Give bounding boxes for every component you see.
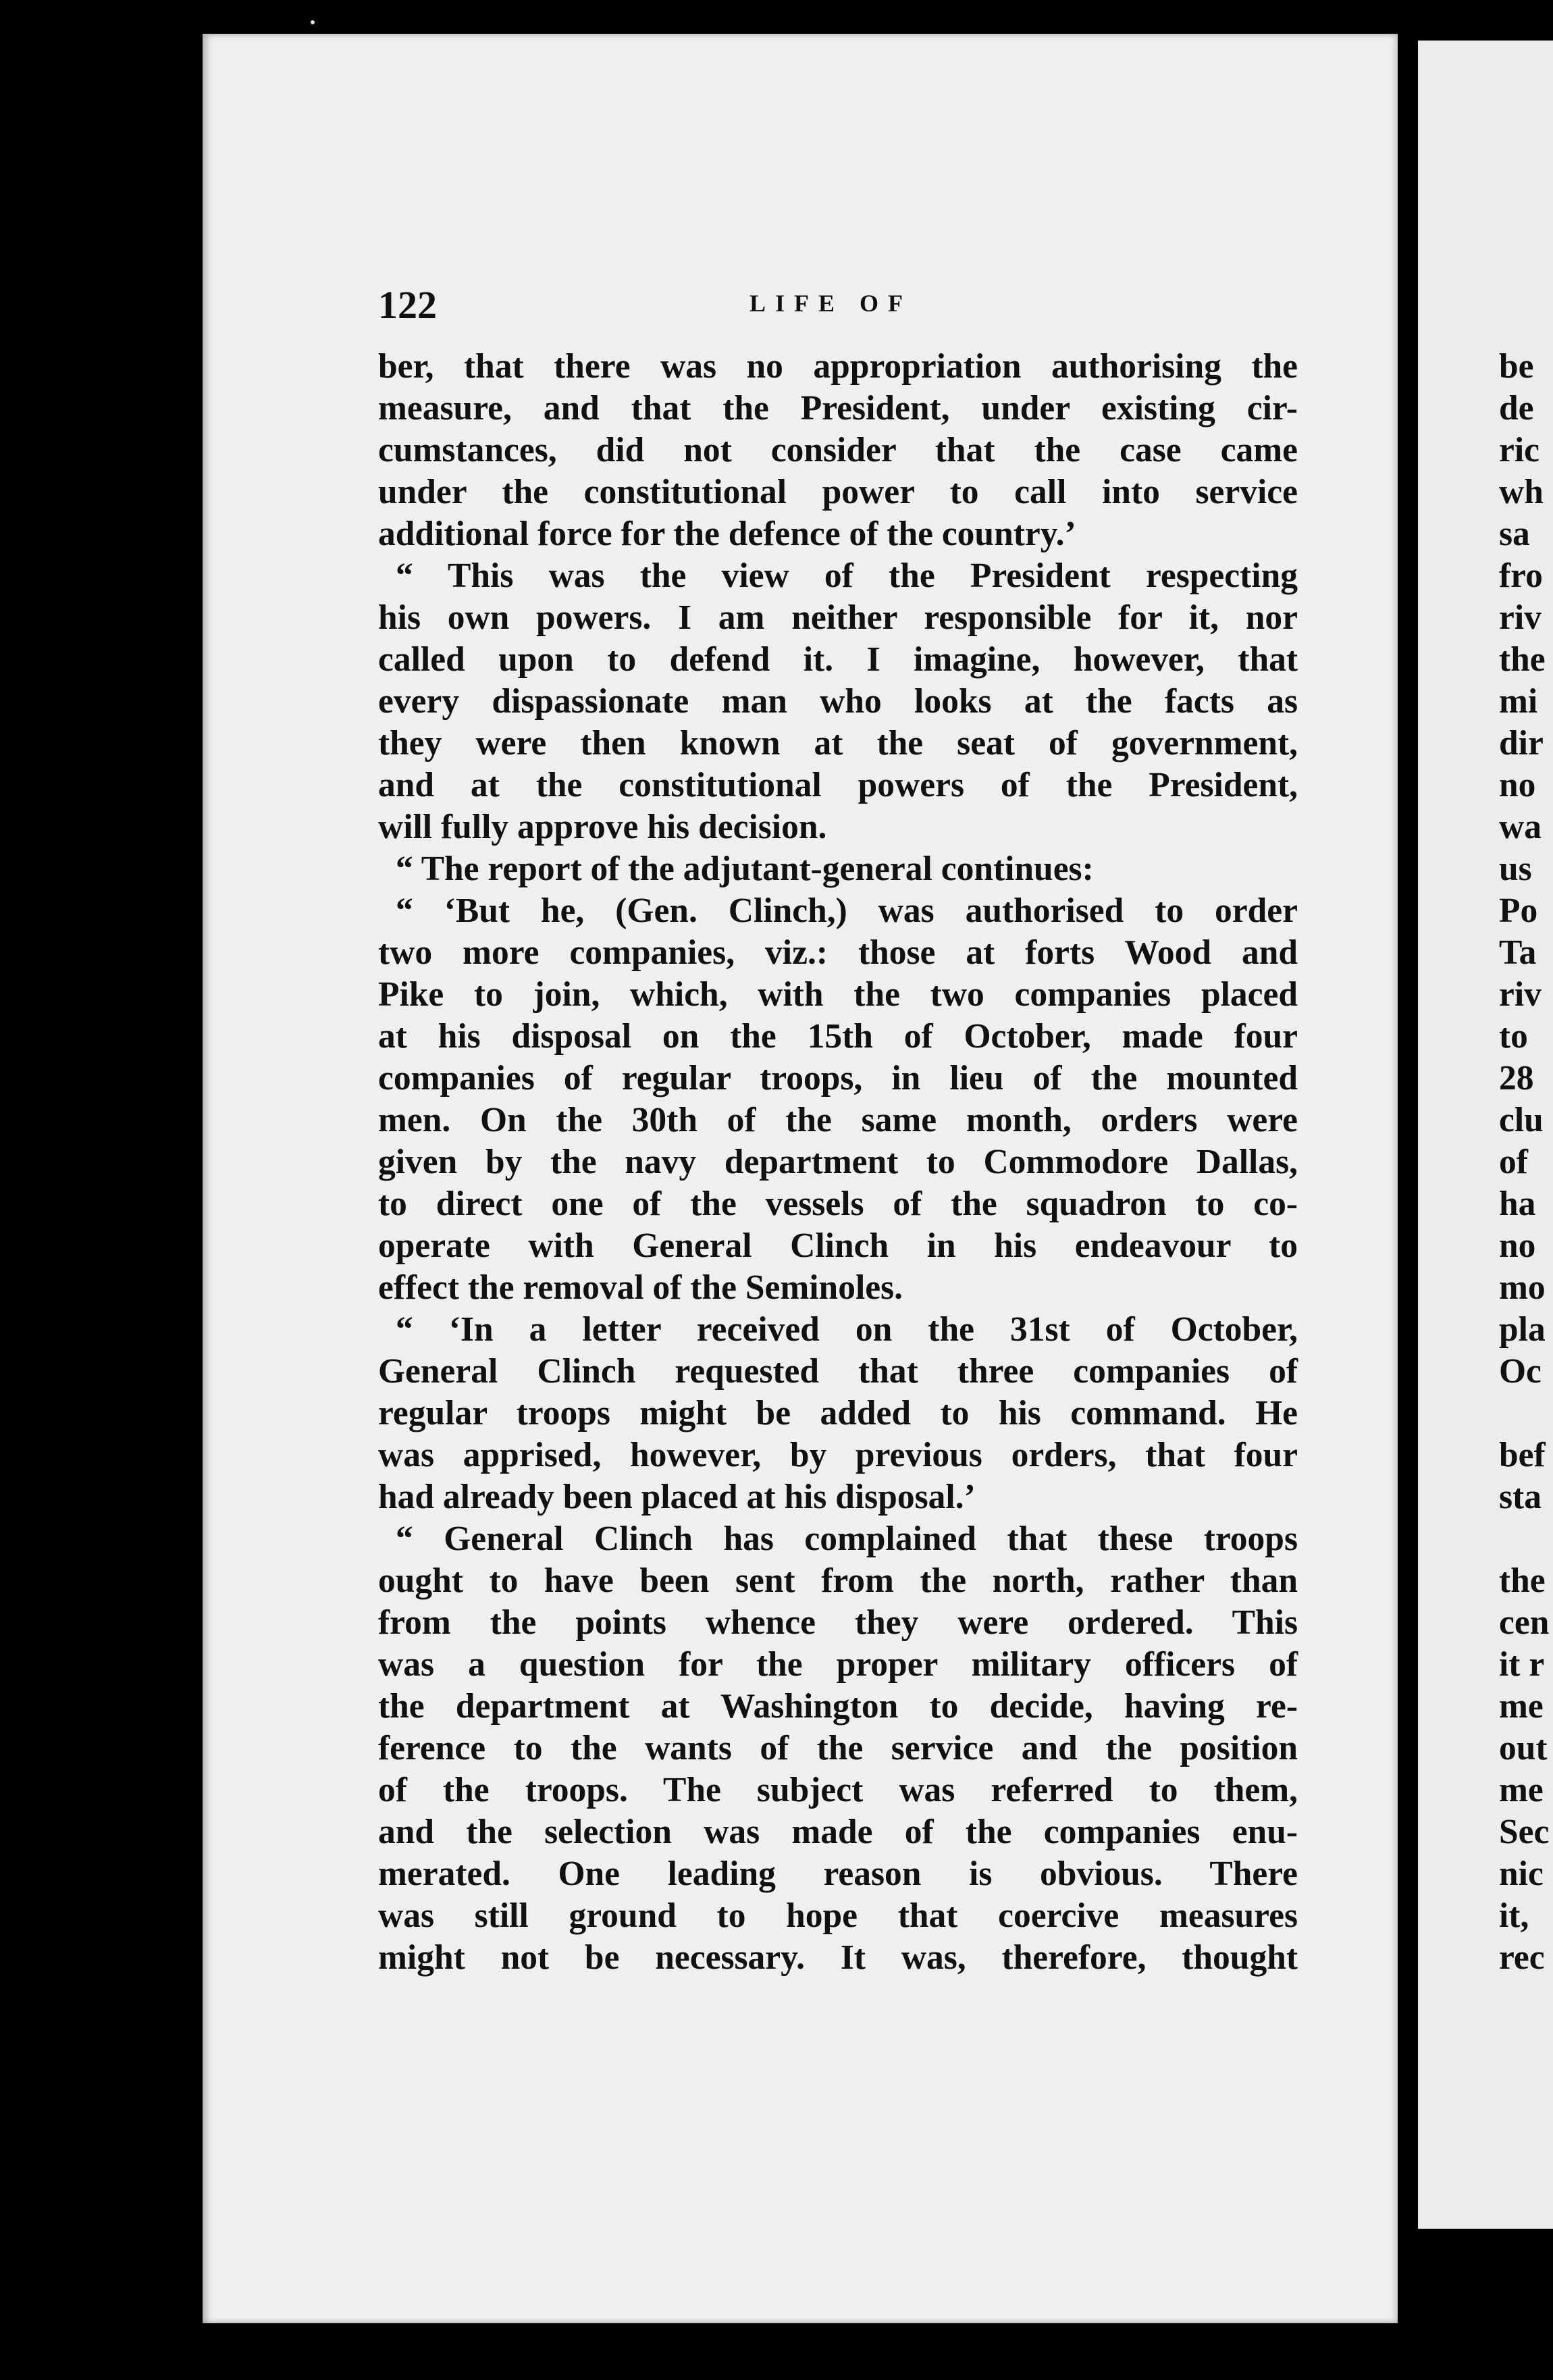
text-line: measure, and that the President, under existing cir- [378,389,1298,428]
fragment: no [1499,1226,1536,1265]
fragment: mo [1499,1268,1546,1307]
fragment: out [1499,1729,1548,1767]
fragment: pla [1499,1310,1546,1349]
text-line: and the selection was made of the companies enu- [378,1813,1298,1851]
text-line: Pike to join, which, with the two companies placed [378,975,1298,1014]
fragment: bef [1499,1436,1546,1474]
text-line: companies of regular troops, in lieu of the mounted [378,1059,1298,1097]
adjacent-page-text [1499,346,1553,1979]
text-line: men. On the 30th of the same month, orders were [378,1101,1298,1139]
fragment: Po [1499,891,1538,930]
fragment: the [1499,1561,1546,1600]
running-title: LIFE OF [749,290,913,317]
text-line: will fully approve his decision. [378,808,827,846]
fragment: Oc [1499,1352,1542,1391]
text-line: two more companies, viz.: those at forts Wood and [378,933,1298,972]
fragment: the [1499,640,1546,679]
fragment: sta [1499,1478,1542,1516]
text-line: ought to have been sent from the north, rather than [378,1561,1298,1600]
fragment: ha [1499,1185,1536,1223]
text-line: they were then known at the seat of government, [378,724,1298,762]
text-line: ference to the wants of the service and the position [378,1729,1298,1767]
fragment: of [1499,1143,1528,1181]
fragment: fro [1499,557,1543,595]
text-line: was apprised, however, by previous orders, that four [378,1436,1298,1474]
text-line: his own powers. I am neither responsible for it, nor [378,598,1298,637]
text-line: to direct one of the vessels of the squadron to co- [378,1185,1298,1223]
fragment: cen [1499,1603,1550,1642]
page-body-text [378,346,1298,1979]
text-line: called upon to defend it. I imagine, however, that [378,640,1298,679]
fragment: dir [1499,724,1544,762]
fragment: me [1499,1771,1544,1809]
text-line: cumstances, did not consider that the case came [378,431,1298,469]
fragment: it, [1499,1896,1529,1935]
text-line: was a question for the proper military officers of [378,1645,1298,1684]
fragment: mi [1499,682,1538,721]
fragment: sa [1499,515,1530,553]
text-line: “ ‘But he, (Gen. Clinch,) was authorised to order [396,891,1298,930]
text-line: was still ground to hope that coercive measures [378,1896,1298,1935]
paper-speck [311,20,315,24]
text-line: at his disposal on the 15th of October, made four [378,1017,1298,1056]
text-line: regular troops might be added to his command. He [378,1394,1298,1432]
fragment: wa [1499,808,1542,846]
text-line: from the points whence they were ordered. This [378,1603,1298,1642]
fragment: rec [1499,1938,1545,1977]
text-line: effect the removal of the Seminoles. [378,1268,903,1307]
text-line: “ The report of the adjutant-general continues: [396,850,1094,888]
text-line: General Clinch requested that three companies of [378,1352,1298,1391]
text-line: and at the constitutional powers of the President, [378,766,1298,804]
fragment: me [1499,1687,1544,1726]
text-line: of the troops. The subject was referred to them, [378,1771,1298,1809]
fragment: us [1499,850,1532,888]
text-line: the department at Washington to decide, having re- [378,1687,1298,1726]
fragment: riv [1499,598,1542,637]
fragment: wh [1499,473,1544,511]
page-number: 122 [378,283,437,327]
fragment: riv [1499,975,1542,1014]
text-line: additional force for the defence of the country.’ [378,515,1076,553]
text-line: merated. One leading reason is obvious. There [378,1855,1298,1893]
fragment: 28 [1499,1059,1534,1097]
text-line: “ General Clinch has complained that these troops [396,1520,1298,1558]
text-line: operate with General Clinch in his endeavour to [378,1226,1298,1265]
fragment: to [1499,1017,1528,1056]
text-line: “ This was the view of the President respecting [396,557,1298,595]
fragment [1499,1518,1553,1560]
fragment: clu [1499,1101,1544,1139]
fragment [1499,1393,1553,1434]
text-line: “ ‘In a letter received on the 31st of October, [396,1310,1298,1349]
fragment: nic [1499,1855,1544,1893]
text-line: given by the navy department to Commodore Dallas, [378,1143,1298,1181]
text-line: under the constitutional power to call into service [378,473,1298,511]
text-line: ber, that there was no appropriation authorising the [378,347,1298,386]
text-line: might not be necessary. It was, therefore, thought [378,1938,1298,1977]
fragment: Ta [1499,933,1537,972]
fragment: Sec [1499,1813,1550,1851]
fragment: it r [1499,1645,1545,1684]
running-head [378,282,1310,330]
fragment: de [1499,389,1534,428]
fragment: no [1499,766,1536,804]
text-line: every dispassionate man who looks at the facts as [378,682,1298,721]
fragment: be [1499,347,1534,386]
text-line: had already been placed at his disposal.’ [378,1478,976,1516]
fragment: ric [1499,431,1540,469]
